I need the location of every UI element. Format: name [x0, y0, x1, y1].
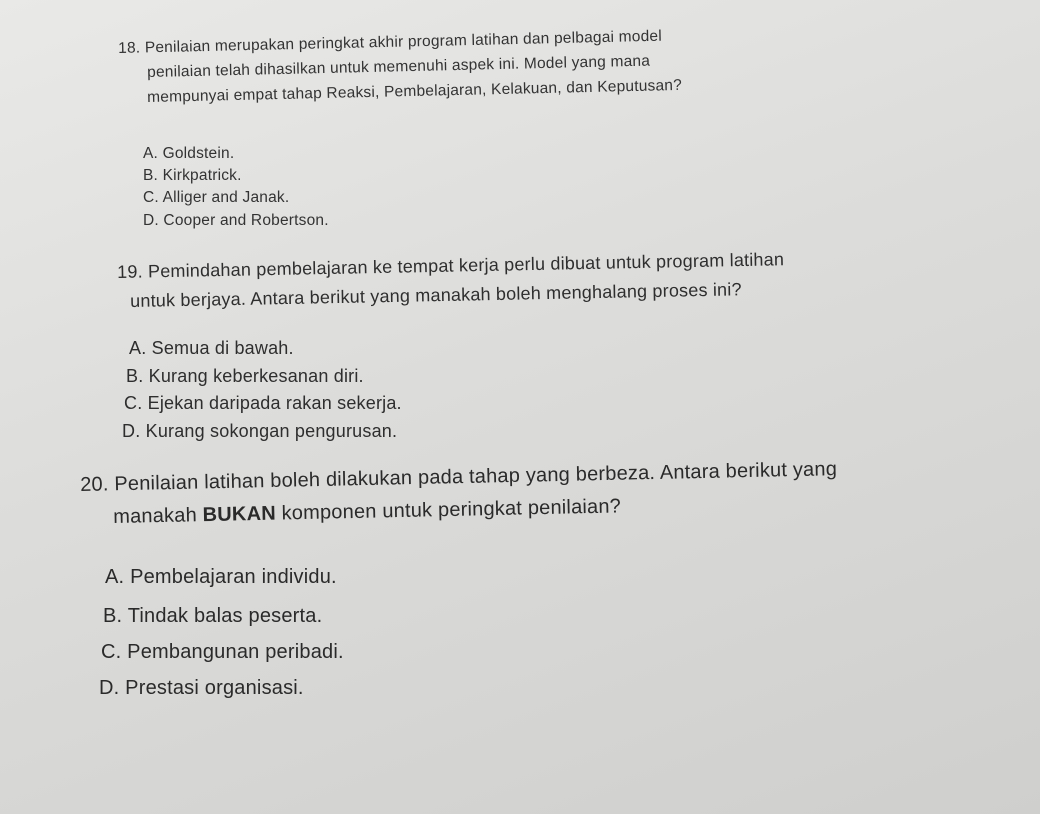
- option-letter: D.: [122, 421, 141, 441]
- option-text: Goldstein.: [162, 145, 235, 162]
- option-text: Pembangunan peribadi.: [127, 641, 344, 663]
- question-18-option-d: [143, 212, 329, 230]
- question-20-option-d: [99, 677, 304, 700]
- question-20-line-2: [113, 495, 621, 529]
- option-letter: B.: [143, 167, 159, 184]
- question-19-line-2: untuk berjaya. Antara berikut yang manakah boleh menghalang proses ini?: [130, 279, 742, 311]
- option-letter: C.: [124, 393, 143, 413]
- question-20-option-a: [105, 566, 337, 589]
- question-19-option-b: [126, 366, 364, 387]
- option-text: Cooper and Robertson.: [163, 212, 329, 229]
- option-letter: D.: [99, 677, 120, 699]
- option-letter: B.: [103, 605, 123, 627]
- question-20-emphasis: BUKAN: [202, 502, 277, 527]
- question-18-option-c: [143, 189, 289, 207]
- option-letter: A.: [105, 566, 125, 588]
- option-letter: A.: [143, 145, 159, 162]
- question-20-option-b: [103, 605, 322, 628]
- question-18-option-b: [143, 167, 242, 185]
- option-text: Kurang sokongan pengurusan.: [145, 421, 398, 441]
- question-19-option-a: [129, 338, 294, 359]
- option-text: Semua di bawah.: [151, 338, 294, 358]
- option-letter: C.: [143, 189, 159, 206]
- option-text: Prestasi organisasi.: [125, 677, 304, 699]
- question-19-option-d: [122, 421, 397, 442]
- question-18-line-1: 18. Penilaian merupakan peringkat akhir program latihan dan pelbagai model: [118, 27, 663, 57]
- question-18-line-3: mempunyai empat tahap Reaksi, Pembelajaran, Kelakuan, dan Keputusan?: [147, 76, 683, 106]
- option-text: Kurang keberkesanan diri.: [148, 366, 364, 386]
- question-20-line-1: 20. Penilaian latihan boleh dilakukan pada tahap yang berbeza. Antara berikut yang: [80, 458, 838, 496]
- question-18-line-2: penilaian telah dihasilkan untuk memenuhi aspek ini. Model yang mana: [147, 52, 651, 81]
- option-text: Tindak balas peserta.: [127, 605, 323, 627]
- question-19-line-1: 19. Pemindahan pembelajaran ke tempat kerja perlu dibuat untuk program latihan: [117, 249, 785, 282]
- question-18-option-a: [143, 145, 234, 163]
- option-letter: C.: [101, 641, 122, 663]
- option-text: Alliger and Janak.: [162, 189, 290, 206]
- option-letter: D.: [143, 212, 159, 229]
- question-20-option-c: [101, 641, 344, 664]
- question-20-line-2-post: komponen untuk peringkat penilaian?: [275, 495, 622, 525]
- option-text: Kirkpatrick.: [162, 167, 242, 184]
- question-19-option-c: [124, 393, 402, 414]
- option-text: Ejekan daripada rakan sekerja.: [147, 393, 402, 413]
- option-letter: B.: [126, 366, 144, 386]
- question-20-line-2-pre: manakah: [113, 504, 203, 528]
- option-text: Pembelajaran individu.: [130, 566, 337, 588]
- option-letter: A.: [129, 338, 147, 358]
